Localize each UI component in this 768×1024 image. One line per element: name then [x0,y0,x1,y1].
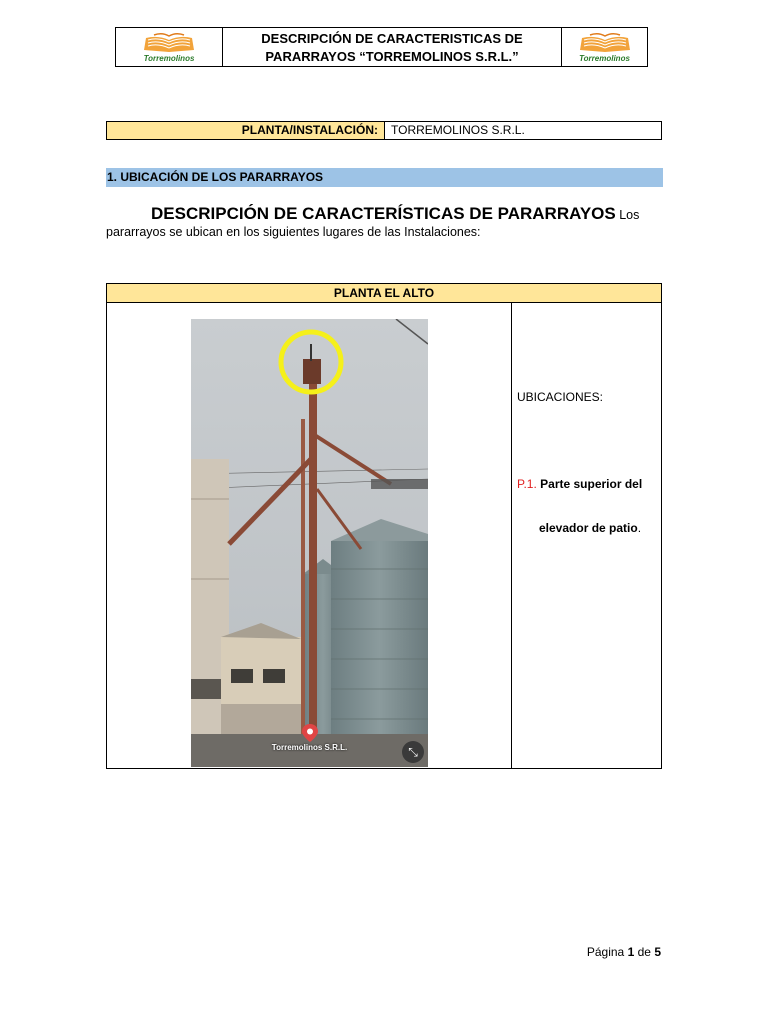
map-pin-icon [302,724,318,742]
company-logo [576,32,634,63]
heading-rest: Los [615,208,640,222]
location-p1 [517,477,642,491]
site-photo [191,319,428,767]
location-p1-code: P.1. [517,477,537,491]
document-header [115,27,648,67]
logo-text: Torremolinos [143,53,195,63]
locations-cell [512,303,661,768]
header-title-line2: PARARRAYOS “TORREMOLINOS S.R.L.” [265,49,519,64]
table-title: PLANTA EL ALTO [107,284,661,303]
logo-text: Torremolinos [579,53,630,63]
section-title: 1. UBICACIÓN DE LOS PARARRAYOS [106,168,663,187]
page-number: Página 1 de 5 [586,945,661,959]
plant-label: PLANTA/INSTALACIÓN: [107,122,385,139]
book-logo-icon [576,32,634,54]
header-title-line1: DESCRIPCIÓN DE CARACTERISTICAS DE [261,31,523,46]
collapse-icon[interactable]: ⤡ [402,741,424,763]
silo-photo-illustration [191,319,428,767]
plant-row [106,121,662,140]
description-heading [106,200,666,241]
heading-title: DESCRIPCIÓN DE CARACTERÍSTICAS DE PARARRAYOS [151,204,616,223]
photo-caption: Torremolinos S.R.L. [271,743,348,752]
location-table [106,283,662,769]
header-title [222,28,562,66]
company-logo [140,32,198,63]
photo-cell [107,303,512,768]
header-logo-right [562,28,647,66]
plant-value: TORREMOLINOS S.R.L. [391,123,525,137]
location-p1-continuation: elevador de patio. [539,521,642,535]
book-logo-icon [140,32,198,54]
location-p1-text: Parte superior del [536,477,643,491]
locations-label: UBICACIONES: [517,390,604,404]
heading-line2: pararrayos se ubican en los siguientes lugares de las Instalaciones: [106,225,481,239]
header-logo-left [116,28,222,66]
